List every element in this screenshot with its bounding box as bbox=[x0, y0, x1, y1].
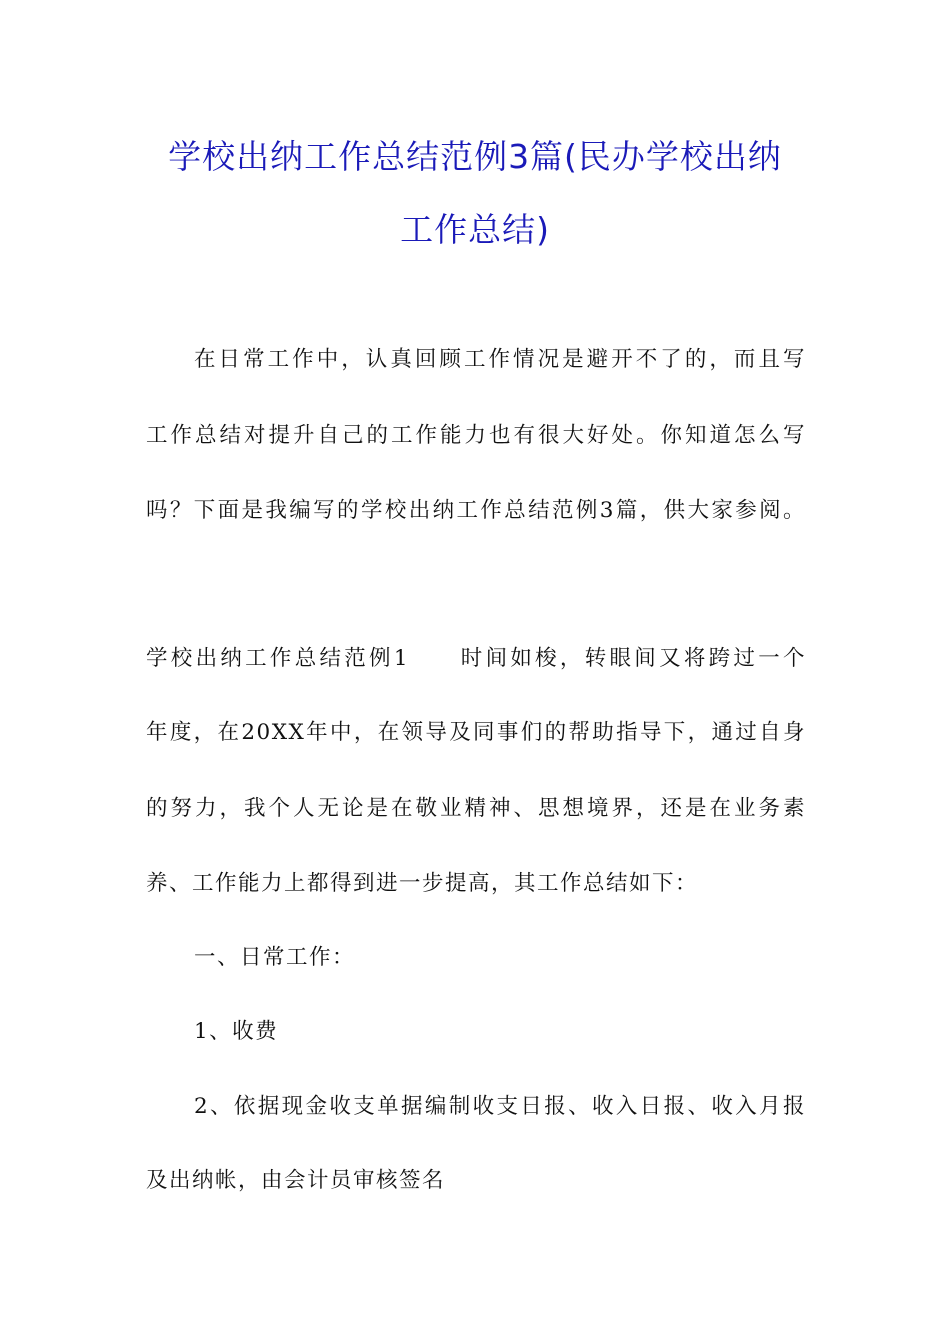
section1-line-2: 年度，在20XX年中，在领导及同事们的帮助指导下，通过自身 bbox=[146, 720, 806, 745]
intro-line-3: 吗？下面是我编写的学校出纳工作总结范例3篇，供大家参阅。 bbox=[146, 498, 806, 523]
section1-line-3: 的努力，我个人无论是在敬业精神、思想境界，还是在业务素 bbox=[146, 796, 806, 821]
list-item-daily-work: 一、日常工作： bbox=[194, 945, 356, 970]
section1-line-4: 养、工作能力上都得到进一步提高，其工作总结如下： bbox=[146, 871, 699, 896]
section1-heading: 学校出纳工作总结范例1 bbox=[146, 646, 410, 671]
list-item-1: 1、收费 bbox=[194, 1019, 279, 1044]
intro-line-2: 工作总结对提升自己的工作能力也有很大好处。你知道怎么写 bbox=[146, 423, 806, 448]
section1-first-line bbox=[146, 644, 806, 674]
list-item-2-line-2: 及出纳帐，由会计员审核签名 bbox=[146, 1168, 446, 1193]
document-title-line-1: 学校出纳工作总结范例3篇(民办学校出纳 bbox=[168, 137, 782, 176]
document-title-line-2: 工作总结) bbox=[400, 210, 550, 249]
section1-first-line-text: 时间如梭，转眼间又将跨过一个 bbox=[459, 646, 806, 671]
intro-line-1: 在日常工作中，认真回顾工作情况是避开不了的，而且写 bbox=[194, 347, 806, 372]
list-item-2-line-1: 2、依据现金收支单据编制收支日报、收入日报、收入月报 bbox=[194, 1094, 806, 1119]
